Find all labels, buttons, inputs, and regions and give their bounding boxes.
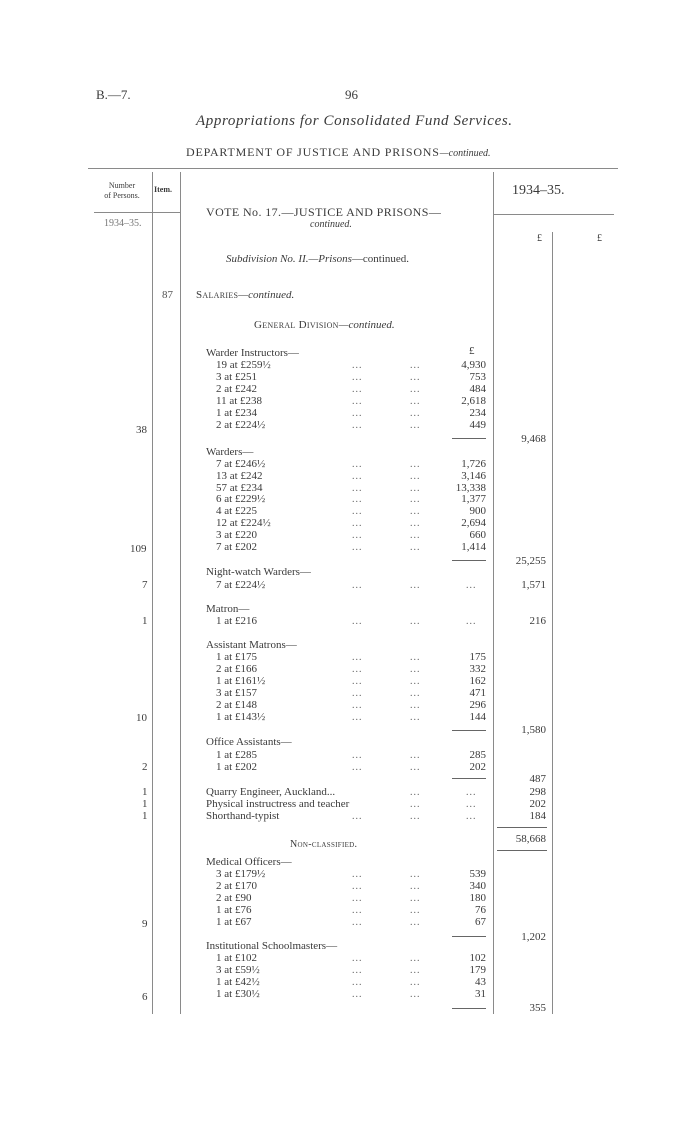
- leader-dots: ...: [410, 652, 421, 663]
- leader-dots: ...: [352, 700, 363, 711]
- leader-dots: ...: [352, 483, 363, 494]
- leader-dots: ...: [352, 420, 363, 431]
- leader-dots: ...: [410, 360, 421, 371]
- group-persons: 10: [136, 712, 147, 724]
- leader-dots: ...: [352, 762, 363, 773]
- rate-amount: 471: [469, 687, 486, 699]
- group-persons: 6: [142, 991, 148, 1003]
- leader-dots: ...: [352, 459, 363, 470]
- group-total: 216: [529, 615, 546, 627]
- rate-amount: 332: [469, 663, 486, 675]
- leader-dots: ...: [352, 965, 363, 976]
- non-classified-heading: Non-classified.: [290, 839, 358, 850]
- leader-dots: ...: [352, 542, 363, 553]
- leader-dots: ...: [410, 580, 421, 591]
- rate-line: 3 at £59½: [216, 964, 260, 976]
- vote-continued: continued.: [310, 219, 352, 230]
- leader-dots: ...: [352, 360, 363, 371]
- persons-header-line2: of Persons.: [104, 191, 140, 200]
- grand-total-rule: [497, 827, 547, 828]
- leader-dots: ...: [410, 750, 421, 761]
- rate-amount: 2,618: [461, 395, 486, 407]
- leader-dots: ...: [410, 616, 421, 627]
- rate-line: 3 at £220: [216, 529, 257, 541]
- leader-dots: ...: [410, 664, 421, 675]
- leader-dots: ...: [466, 787, 477, 798]
- leader-dots: ...: [410, 917, 421, 928]
- leader-dots: ...: [410, 869, 421, 880]
- leader-dots: ...: [352, 384, 363, 395]
- rate-line: 3 at £157: [216, 687, 257, 699]
- general-division-continued: —continued.: [338, 319, 395, 331]
- rate-line: 2 at £170: [216, 880, 257, 892]
- leader-dots: ...: [410, 483, 421, 494]
- rate-amount: 31: [475, 988, 486, 1000]
- group-persons: 1: [142, 615, 148, 627]
- group-title-night-watch: Night-watch Warders—: [206, 566, 311, 578]
- leader-dots: ...: [410, 494, 421, 505]
- rate-amount: 1,414: [461, 541, 486, 553]
- single-entry-total: 298: [529, 786, 546, 798]
- single-entry-persons: 1: [142, 798, 148, 810]
- subdivision-title: Subdivision No. II.—Prisons: [226, 253, 352, 265]
- rate-line: 1 at £67: [216, 916, 252, 928]
- column-divider-persons: [152, 172, 153, 1014]
- item-number: 87: [162, 289, 173, 301]
- rate-amount: 296: [469, 699, 486, 711]
- group-persons: 9: [142, 918, 148, 930]
- rate-line: 1 at £285: [216, 749, 257, 761]
- group-title: Medical Officers—: [206, 856, 292, 868]
- leader-dots: ...: [410, 384, 421, 395]
- department-continued: —continued.: [439, 148, 491, 159]
- rate-amount: 3,146: [461, 470, 486, 482]
- leader-dots: ...: [352, 494, 363, 505]
- year-left-header: 1934–35.: [104, 218, 142, 229]
- department-heading: [186, 146, 491, 159]
- rate-amount: 43: [475, 976, 486, 988]
- header-rule-right: [494, 214, 614, 215]
- rate-amount: 1,377: [461, 493, 486, 505]
- group-total: 9,468: [521, 433, 546, 445]
- single-entry-persons: 1: [142, 810, 148, 822]
- rate-amount: 753: [469, 371, 486, 383]
- group-total: 1,571: [521, 579, 546, 591]
- leader-dots: ...: [466, 811, 477, 822]
- rate-line: 2 at £166: [216, 663, 257, 675]
- rate-amount: 449: [469, 419, 486, 431]
- year-header: 1934–35.: [512, 183, 565, 198]
- group-persons: 109: [130, 543, 147, 555]
- rate-line: 1 at £102: [216, 952, 257, 964]
- leader-dots: ...: [410, 396, 421, 407]
- rate-amount: 144: [469, 711, 486, 723]
- group-title: Institutional Schoolmasters—: [206, 940, 338, 952]
- rate-line: 11 at £238: [216, 395, 263, 407]
- rate-line: 19 at £259½: [216, 359, 271, 371]
- leader-dots: ...: [352, 688, 363, 699]
- leader-dots: ...: [352, 869, 363, 880]
- group-persons: 38: [136, 424, 147, 436]
- rate-amount: 660: [469, 529, 486, 541]
- rate-line: 1 at £143½: [216, 711, 266, 723]
- group-total: 487: [529, 773, 546, 785]
- group-total: 1,202: [521, 931, 546, 943]
- pound-header-2: £: [597, 233, 602, 244]
- subtotal-rule: [452, 438, 486, 439]
- header-rule-left: [94, 212, 180, 213]
- rate-amount: 13,338: [455, 482, 486, 494]
- group-total: 25,255: [515, 555, 546, 567]
- leader-dots: ...: [410, 762, 421, 773]
- rate-amount: 202: [469, 761, 486, 773]
- leader-dots: ...: [410, 471, 421, 482]
- leader-dots: ...: [410, 953, 421, 964]
- leader-dots: ...: [352, 372, 363, 383]
- subtotal-rule: [452, 730, 486, 731]
- group-title: Assistant Matrons—: [206, 639, 297, 651]
- single-entry-total: 184: [529, 810, 546, 822]
- group-persons: 2: [142, 761, 148, 773]
- rate-amount: 180: [469, 892, 486, 904]
- leader-dots: ...: [352, 811, 363, 822]
- leader-dots: ...: [352, 953, 363, 964]
- leader-dots: ...: [352, 580, 363, 591]
- leader-dots: ...: [410, 506, 421, 517]
- group-title: Warders—: [206, 446, 254, 458]
- leader-dots: ...: [466, 616, 477, 627]
- leader-dots: ...: [410, 459, 421, 470]
- rate-amount: 4,930: [461, 359, 486, 371]
- group-line: 1 at £216: [216, 615, 257, 627]
- leader-dots: ...: [352, 977, 363, 988]
- department-name: DEPARTMENT OF JUSTICE AND PRISONS: [186, 145, 440, 159]
- rate-amount: 102: [469, 952, 486, 964]
- leader-dots: ...: [410, 530, 421, 541]
- rate-line: 1 at £175: [216, 651, 257, 663]
- leader-dots: ...: [352, 917, 363, 928]
- rate-amount: 67: [475, 916, 486, 928]
- salaries-continued: —continued.: [238, 289, 295, 301]
- table-top-rule: [88, 168, 618, 169]
- item-header: Item.: [154, 185, 172, 194]
- pound-header-1: £: [537, 233, 542, 244]
- group-total: 355: [529, 1002, 546, 1014]
- rate-line: 6 at £229½: [216, 493, 266, 505]
- group-persons: 7: [142, 579, 148, 591]
- subtotal-rule: [452, 560, 486, 561]
- rate-line: 1 at £161½: [216, 675, 266, 687]
- leader-dots: ...: [352, 881, 363, 892]
- column-divider-item: [180, 172, 181, 1014]
- leader-dots: ...: [410, 518, 421, 529]
- leader-dots: ...: [352, 471, 363, 482]
- single-entry-shorthand-typist: Shorthand-typist: [206, 810, 280, 822]
- rate-amount: 484: [469, 383, 486, 395]
- page-number: 96: [345, 87, 358, 102]
- rate-amount: 340: [469, 880, 486, 892]
- leader-dots: ...: [410, 712, 421, 723]
- single-entry-physical-instructress: Physical instructress and teacher: [206, 798, 350, 810]
- grand-total-underline: [497, 850, 547, 851]
- rate-line: 2 at £148: [216, 699, 257, 711]
- leader-dots: ...: [410, 688, 421, 699]
- leader-dots: ...: [352, 676, 363, 687]
- rate-amount: 539: [469, 868, 486, 880]
- leader-dots: ...: [352, 750, 363, 761]
- leader-dots: ...: [410, 811, 421, 822]
- leader-dots: ...: [410, 372, 421, 383]
- group-line: 7 at £224½: [216, 579, 266, 591]
- group-title-matron: Matron—: [206, 603, 250, 615]
- leader-dots: ...: [352, 530, 363, 541]
- leader-dots: ...: [410, 905, 421, 916]
- leader-dots: ...: [410, 676, 421, 687]
- leader-dots: ...: [352, 893, 363, 904]
- leader-dots: ...: [352, 712, 363, 723]
- leader-dots: ...: [352, 396, 363, 407]
- page-title: Appropriations for Consolidated Fund Services.: [196, 113, 513, 129]
- leader-dots: ...: [410, 977, 421, 988]
- leader-dots: ...: [352, 616, 363, 627]
- leader-dots: ...: [410, 542, 421, 553]
- grand-total: 58,668: [515, 833, 546, 845]
- rate-line: 7 at £202: [216, 541, 257, 553]
- salaries-label: Salaries: [196, 289, 239, 301]
- leader-dots: ...: [410, 799, 421, 810]
- leader-dots: ...: [352, 664, 363, 675]
- rate-line: 12 at £224½: [216, 517, 271, 529]
- rate-line: 1 at £234: [216, 407, 257, 419]
- rate-amount: 285: [469, 749, 486, 761]
- subdivision-continued: —continued.: [351, 253, 410, 265]
- page-reference: B.—7.: [96, 87, 131, 102]
- leader-dots: ...: [410, 965, 421, 976]
- subtotal-rule: [452, 778, 486, 779]
- persons-header-line1: Number: [108, 181, 136, 190]
- single-entry-total: 202: [529, 798, 546, 810]
- rate-line: 2 at £90: [216, 892, 252, 904]
- rate-amount: 175: [469, 651, 486, 663]
- vote-title: VOTE No. 17.—JUSTICE AND PRISONS—: [206, 205, 442, 219]
- leader-dots: ...: [410, 787, 421, 798]
- rate-line: 3 at £251: [216, 371, 257, 383]
- rate-line: 13 at £242: [216, 470, 263, 482]
- rate-amount: 2,694: [461, 517, 486, 529]
- rate-line: 1 at £76: [216, 904, 252, 916]
- salaries-heading: [196, 290, 294, 301]
- leader-dots: ...: [410, 420, 421, 431]
- group-title: Office Assistants—: [206, 736, 292, 748]
- subdivision-heading: [226, 254, 409, 265]
- rate-line: 3 at £179½: [216, 868, 266, 880]
- rate-line: 4 at £225: [216, 505, 257, 517]
- rate-amount: 76: [475, 904, 486, 916]
- leader-dots: ...: [352, 506, 363, 517]
- rate-amount: 900: [469, 505, 486, 517]
- group-title: Warder Instructors—: [206, 347, 299, 359]
- leader-dots: ...: [352, 989, 363, 1000]
- rate-line: 1 at £30½: [216, 988, 260, 1000]
- rate-amount: 162: [469, 675, 486, 687]
- group-total: 1,580: [521, 724, 546, 736]
- amount-pound-symbol: £: [469, 345, 475, 357]
- rate-amount: 179: [469, 964, 486, 976]
- rate-line: 1 at £202: [216, 761, 257, 773]
- leader-dots: ...: [352, 652, 363, 663]
- leader-dots: ...: [352, 905, 363, 916]
- general-division-heading: [254, 320, 395, 331]
- subtotal-rule: [452, 936, 486, 937]
- leader-dots: ...: [466, 580, 477, 591]
- column-divider-right: [552, 232, 553, 1014]
- rate-line: 1 at £42½: [216, 976, 260, 988]
- single-entry-quarry-engineer: Quarry Engineer, Auckland...: [206, 786, 336, 798]
- leader-dots: ...: [410, 700, 421, 711]
- rate-line: 2 at £242: [216, 383, 257, 395]
- column-divider-amounts: [493, 172, 494, 1014]
- leader-dots: ...: [352, 408, 363, 419]
- leader-dots: ...: [352, 518, 363, 529]
- leader-dots: ...: [410, 893, 421, 904]
- leader-dots: ...: [410, 408, 421, 419]
- leader-dots: ...: [466, 799, 477, 810]
- rate-line: 2 at £224½: [216, 419, 266, 431]
- rate-amount: 234: [469, 407, 486, 419]
- subtotal-rule: [452, 1008, 486, 1009]
- rate-amount: 1,726: [461, 458, 486, 470]
- single-entry-persons: 1: [142, 786, 148, 798]
- rate-line: 7 at £246½: [216, 458, 266, 470]
- leader-dots: ...: [410, 989, 421, 1000]
- leader-dots: ...: [410, 881, 421, 892]
- general-division-label: General Division: [254, 319, 339, 331]
- rate-line: 57 at £234: [216, 482, 263, 494]
